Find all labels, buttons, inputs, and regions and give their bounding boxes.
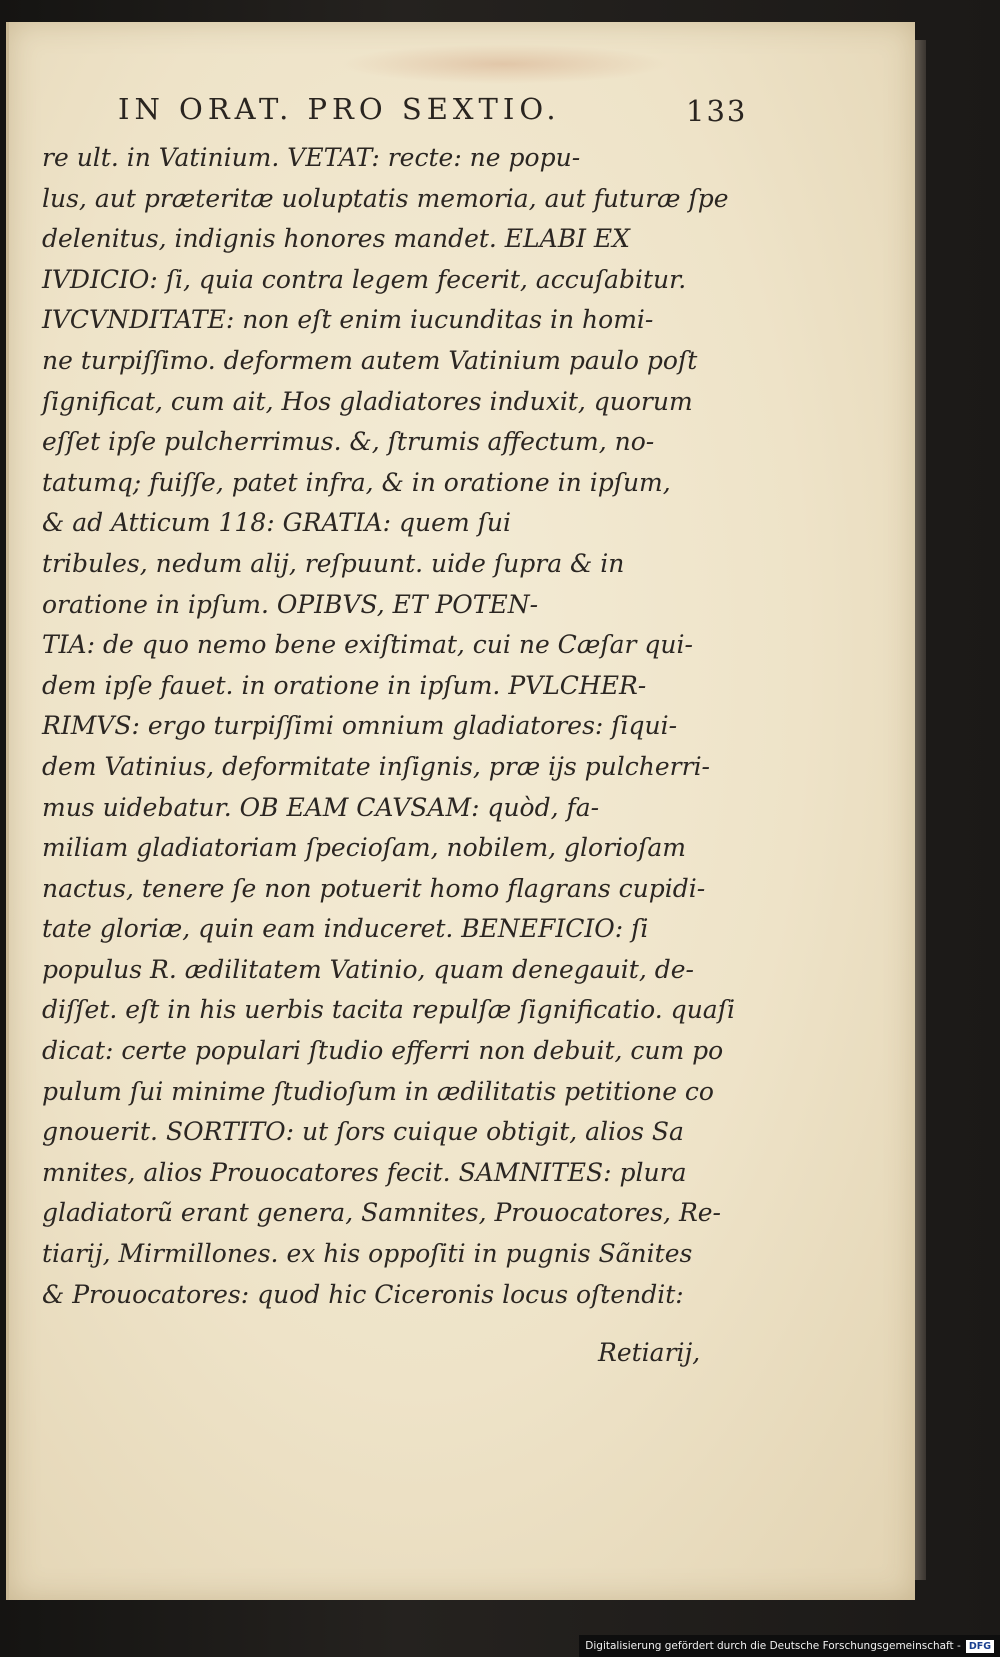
text-line: ne turpiſſimo. deformem autem Vatinium paulo poſt bbox=[42, 345, 698, 375]
digitization-credit: Digitalisierung gefördert durch die Deutsche Forschungsgemeinschaft - bbox=[585, 1640, 961, 1652]
text-line: re ult. in Vatinium. VETAT: recte: ne popu- bbox=[42, 143, 581, 172]
text-line: mus uidebatur. OB EAM CAVSAM: quòd, fa- bbox=[42, 792, 600, 822]
text-line: TIA: de quo nemo bene exiſtimat, cui ne Cæſar qui- bbox=[42, 630, 693, 660]
page-number: 133 bbox=[686, 94, 748, 128]
text-line: diſſet. eſt in his uerbis tacita repulſæ ſignificatio. quaſi bbox=[42, 995, 735, 1025]
text-line: miliam gladiatoriam ſpecioſam, nobilem, glorioſam bbox=[42, 833, 686, 863]
text-line: pulum ſui minime ſtudioſum in ædilitatis petitione co bbox=[42, 1076, 714, 1106]
text-line: tatumq; fuiſſe, patet infra, & in oratione in ipſum, bbox=[42, 467, 671, 497]
text-line: delenitus, indignis honores mandet. ELABI EX bbox=[42, 224, 630, 254]
text-line: populus R. ædilitatem Vatinio, quam denegauit, de- bbox=[42, 954, 694, 984]
catchword: Retiarij, bbox=[598, 1338, 701, 1367]
text-line: nactus, tenere ſe non potuerit homo flagrans cupidi- bbox=[42, 873, 706, 903]
body-text bbox=[42, 138, 762, 1315]
text-line: eſſet ipſe pulcherrimus. &, ſtrumis affectum, no- bbox=[42, 427, 655, 457]
dfg-logo-icon: DFG bbox=[966, 1640, 994, 1653]
page-stain bbox=[339, 44, 669, 84]
text-line: mnites, alios Prouocatores fecit. SAMNITES: plura bbox=[42, 1157, 687, 1187]
text-line: dem ipſe fauet. in oratione in ipſum. PVLCHER- bbox=[42, 670, 647, 700]
digitization-credit-bar bbox=[579, 1635, 1000, 1657]
text-line: & Prouocatores: quod hic Ciceronis locus oſtendit: bbox=[42, 1279, 684, 1309]
text-line: oratione in ipſum. OPIBVS, ET POTEN- bbox=[42, 589, 539, 619]
text-line: lus, aut præteritæ uoluptatis memoria, aut futuræ ſpe bbox=[42, 183, 729, 213]
text-line: tate gloriæ, quin eam induceret. BENEFICIO: ſi bbox=[42, 914, 649, 944]
text-line: tiarij, Mirmillones. ex his oppoſiti in pugnis Sãnites bbox=[42, 1239, 693, 1269]
text-line: & ad Atticum 118: GRATIA: quem ſui bbox=[42, 508, 511, 538]
text-line: gnouerit. SORTITO: ut ſors cuique obtigit, alios Sa bbox=[42, 1117, 684, 1147]
text-line: dem Vatinius, deformitate inſignis, præ ijs pulcherri- bbox=[42, 751, 711, 781]
text-line: gladiatorũ erant genera, Samnites, Prouocatores, Re- bbox=[42, 1198, 722, 1228]
text-line: dicat: certe populari ſtudio efferri non debuit, cum po bbox=[42, 1036, 724, 1066]
text-line: RIMVS: ergo turpiſſimi omnium gladiatores: ſiqui- bbox=[42, 711, 678, 741]
text-line: IVDICIO: ſi, quia contra legem fecerit, accuſabitur. bbox=[42, 264, 687, 294]
text-line: ſignificat, cum ait, Hos gladiatores induxit, quorum bbox=[42, 386, 693, 416]
text-line: tribules, nedum alij, reſpuunt. uide ſupra & in bbox=[42, 548, 625, 578]
text-line: IVCVNDITATE: non eſt enim iucunditas in homi- bbox=[42, 305, 654, 335]
running-head: IN ORAT. PRO SEXTIO. bbox=[118, 92, 561, 126]
